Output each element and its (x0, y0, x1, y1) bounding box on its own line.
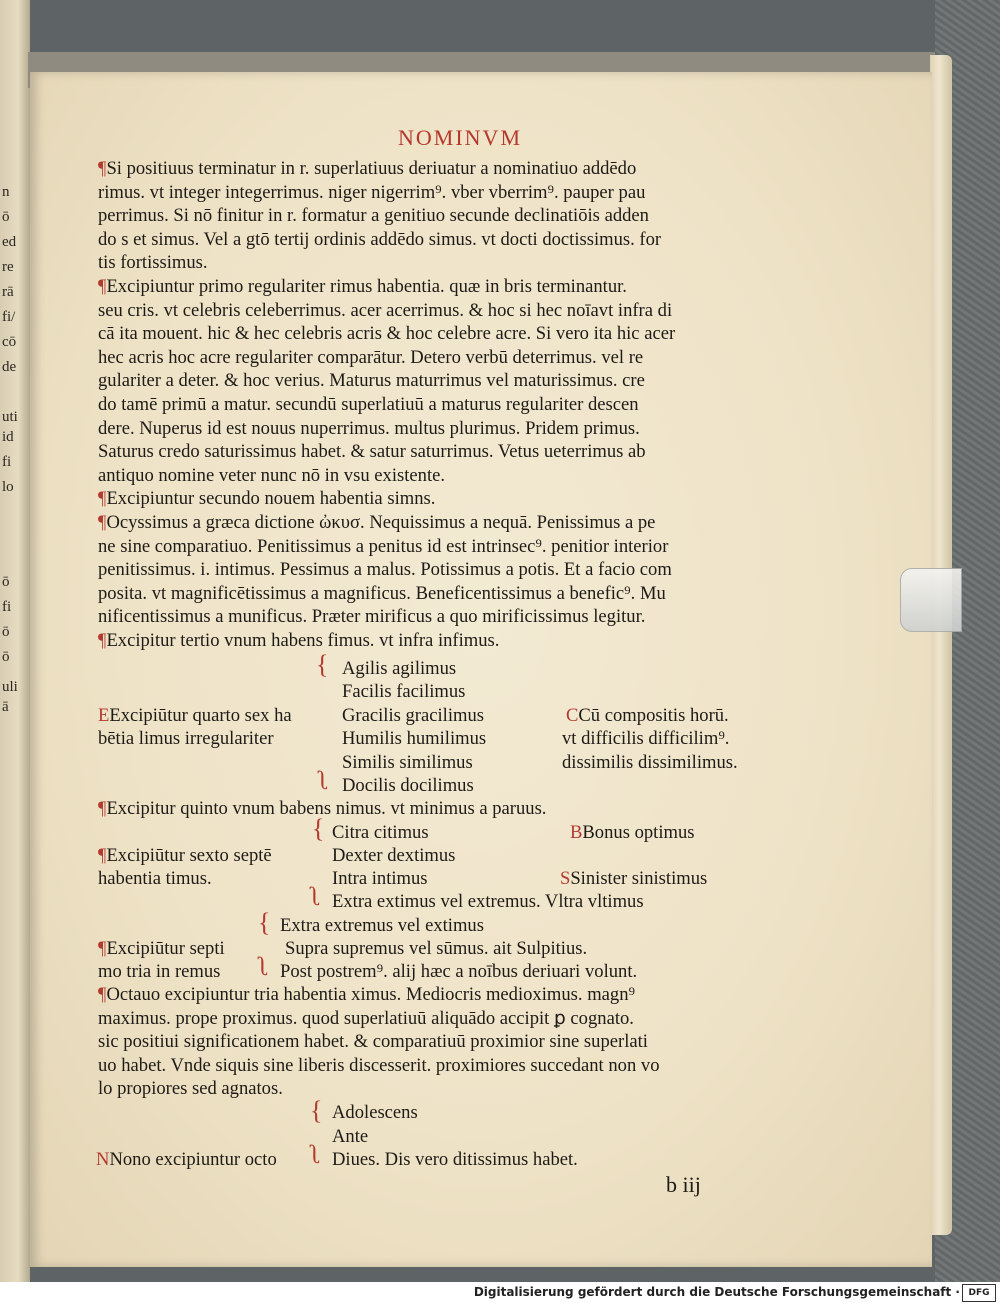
block9-item: Adolescens (332, 1102, 418, 1123)
text-line-content: Excipitur tertio vnum habens fimus. vt infra infimus. (106, 630, 500, 651)
block4-item: Agilis agilimus (342, 658, 457, 679)
text-line-content: uo habet. Vnde siquis sine liberis discesserit. proximiores succedant non vo (98, 1054, 660, 1076)
text-line-content: maximus. prope proximus. quod superlatiuū aliquādo accipit ꝑ cognato. (98, 1007, 634, 1029)
text-line-content: perrimus. Si nō finitur in r. formatur a genitiuo secunde declinatiōis adden (98, 205, 649, 227)
dfg-logo: DFG (962, 1284, 996, 1302)
brace-mark: ʅ (310, 882, 322, 911)
block6-right-1: BBonus optimus (570, 822, 695, 843)
facing-page-fragment: ō (2, 209, 10, 225)
facing-page-fragment: ā (2, 699, 9, 715)
block6-item: Dexter dextimus (332, 845, 456, 866)
block7-label-1-text: Excipiūtur septi (106, 938, 225, 959)
facing-page-fragment: uti (2, 409, 18, 425)
text-line (98, 254, 208, 273)
pilcrow-mark: ¶ (98, 158, 107, 179)
block7-label-1 (98, 940, 225, 959)
block6-item: Citra citimus (332, 822, 429, 843)
text-line-content: sic positiui significationem habet. & comparatiuū proximior sine superlati (98, 1031, 648, 1053)
text-line-content: dere. Nuperus id est nouus nuperrimus. multus plurimus. Pridem primus. (98, 417, 640, 439)
text-line (98, 207, 649, 226)
text-line-content: ne sine comparatiuo. Penitissimus a penitus id est intrinsec⁹. penitior interior (98, 535, 669, 557)
text-line-content: Si positiuus terminatur in r. superlatiuus deriuatur a nominatiuo addēdo (106, 158, 637, 179)
text-line-content: seu cris. vt celebris celeberrimus. acer acerrimus. & hoc si hec noīavt infra di (98, 299, 673, 321)
block4-right-3: dissimilis dissimilimus. (562, 752, 738, 773)
text-line (98, 535, 669, 557)
text-line (98, 228, 662, 250)
text-line (98, 396, 639, 415)
block4-label-1-text: Excipiūtur quarto sex ha (109, 705, 292, 726)
text-line (98, 443, 646, 462)
pilcrow-mark: ¶ (98, 488, 107, 510)
pilcrow-mark: ¶ (98, 984, 107, 1005)
block4-label-2: bētia limus irregulariter (98, 728, 274, 749)
text-line-content: tis fortissimus. (98, 252, 208, 274)
facing-page-fragment: re (2, 259, 14, 275)
footer-credit: Digitalisierung gefördert durch die Deutsche Forschungsgemeinschaft · (473, 1285, 960, 1299)
text-line (98, 986, 635, 1005)
text-line-content: Ocyssimus a græca dictione ὠκυσ. Nequissimus a nequā. Penissimus a pe (106, 512, 656, 533)
facing-page-fragment: fi (2, 454, 12, 470)
pilcrow-mark: ¶ (98, 630, 107, 651)
block6-right-1-text: Bonus optimus (582, 822, 695, 843)
text-line-content: posita. vt magnificētissimus a magnificus. Beneficentissimus a benefic⁹. Mu (98, 582, 666, 604)
text-line-content: lo propiores sed agnatos. (98, 1078, 283, 1100)
brace-mark: { (258, 908, 271, 937)
page-header: NOMINVM (398, 125, 522, 150)
brace-mark: { (316, 650, 329, 679)
text-line-content: Excipiuntur primo regulariter rimus habentia. quæ in bris terminantur. (106, 276, 627, 297)
line-quinto-text: Excipitur quinto vnum babens nimus. vt minimus a paruus. (106, 798, 547, 819)
block9-label: NNono excipiuntur octo (96, 1149, 277, 1170)
pilcrow-mark: ¶ (98, 276, 107, 297)
text-line (98, 464, 446, 486)
text-line (98, 417, 640, 439)
page-edges (930, 55, 952, 1235)
text-line (98, 299, 673, 321)
block6-label-1 (98, 847, 272, 866)
pilcrow-mark: ¶ (98, 512, 107, 533)
pilcrow-mark: ¶ (98, 938, 107, 959)
text-line (98, 1033, 648, 1052)
brace-mark: ʅ (310, 1140, 322, 1169)
block7-pre: Extra extremus vel extimus (280, 915, 484, 936)
text-line (98, 582, 666, 604)
text-line-content: do s et simus. Vel a gtō tertij ordinis addēdo simus. vt docti doctissimus. for (98, 228, 662, 250)
text-line (98, 561, 672, 580)
facing-page-fragment: ō (2, 649, 10, 665)
block6-label-1-text: Excipiūtur sexto septē (106, 845, 272, 866)
block4-right-1-text: Cū compositis horū. (578, 705, 729, 726)
text-line (98, 632, 499, 651)
text-line-content: hec acris hoc acre regulariter comparātur. Detero verbū deterrimus. vel re (98, 346, 644, 368)
facing-page-fragment: fi/ (2, 309, 16, 325)
block4-item: Humilis humilimus (342, 728, 487, 749)
block9-label-text: Nono excipiuntur octo (109, 1149, 277, 1170)
facing-page-fragment: fi (2, 599, 12, 615)
block6-right-2: SSinister sinistimus (560, 868, 708, 889)
text-line-content: penitissimus. i. intimus. Pessimus a malus. Potissimus a potis. Et a facio com (98, 559, 672, 581)
brace-mark: ʅ (258, 952, 270, 981)
block7-label-2: mo tria in remus (98, 961, 221, 982)
block7-item: Post postrem⁹. alij hæc a noībus deriuari volunt. (280, 961, 638, 982)
text-line (98, 490, 435, 509)
facing-page-fragment: uli (2, 679, 18, 695)
brace-mark: { (312, 814, 325, 843)
text-line (98, 1080, 283, 1099)
footer-bar (0, 1282, 1000, 1303)
block4-item: Docilis docilimus (342, 775, 474, 796)
text-line (98, 346, 644, 368)
block4-right-1: CCū compositis horū. (566, 705, 729, 726)
block6-label-2: habentia timus. (98, 868, 212, 889)
text-line (98, 1054, 660, 1076)
pilcrow-mark: ¶ (98, 798, 107, 819)
brace-mark: ʅ (318, 766, 330, 795)
facing-page-fragment: ō (2, 624, 10, 640)
facing-page-fragment: cō (2, 334, 17, 350)
brace-mark: { (310, 1096, 323, 1125)
facing-page-fragment: n (2, 184, 10, 200)
pilcrow-mark: ¶ (98, 845, 107, 866)
text-line (98, 372, 645, 391)
text-line (98, 1007, 634, 1029)
block6-right-2-text: Sinister sinistimus (570, 868, 708, 889)
block9-item: Diues. Dis vero ditissimus habet. (332, 1149, 578, 1170)
text-line (98, 160, 636, 179)
block6-item: Intra intimus (332, 868, 428, 889)
text-line-content: do tamē primū a matur. secundū superlatiuū a maturus regulariter descen (98, 394, 639, 415)
block6-item: Extra extimus vel extremus. Vltra vltimus (332, 891, 644, 912)
facing-page-fragment: rā (2, 284, 14, 300)
facing-page-fragment: de (2, 359, 17, 375)
block4-item: Facilis facilimus (342, 681, 466, 702)
text-line (98, 325, 675, 344)
block4-right-2: vt difficilis difficilim⁹. (562, 728, 730, 749)
facing-page-fragment: lo (2, 479, 14, 495)
text-line (98, 514, 655, 533)
signature-mark: b iij (666, 1172, 701, 1197)
text-line (98, 608, 645, 627)
block9-item: Ante (332, 1126, 369, 1147)
text-line (98, 278, 627, 297)
facing-page-fragment: id (2, 429, 14, 445)
text-line-content: Saturus credo saturissimus habet. & satur saturrimus. Vetus ueterrimus ab (98, 441, 646, 463)
facing-page-fragment: ed (2, 234, 17, 250)
text-line-content: nificentissimus a munificus. Præter mirificus a quo mirificissimus legitur. (98, 606, 646, 628)
facing-page-fragment: ō (2, 574, 10, 590)
text-line-content: antiquo nomine veter nunc nō in vsu existente. (98, 464, 446, 486)
block7-item: Supra supremus vel sūmus. ait Sulpitius. (285, 938, 588, 959)
block4-item: Gracilis gracilimus (342, 705, 484, 726)
clip-tab (900, 568, 962, 632)
text-line (98, 181, 646, 203)
block4-label-1: EExcipiūtur quarto sex ha (98, 705, 292, 726)
block4-item: Similis similimus (342, 752, 473, 773)
text-line-content: cā ita mouent. hic & hec celebris acris & hoc celebre acre. Si vero ita hic acer (98, 323, 676, 345)
text-line-content: Excipiuntur secundo nouem habentia simns. (106, 488, 436, 510)
text-line-content: gulariter a deter. & hoc verius. Maturus maturrimus vel maturissimus. cre (98, 370, 645, 392)
text-line-content: rimus. vt integer integerrimus. niger nigerrim⁹. vber vberrim⁹. pauper pau (98, 181, 646, 203)
text-line-content: Octauo excipiuntur tria habentia ximus. Mediocris medioximus. magn⁹ (106, 984, 635, 1005)
